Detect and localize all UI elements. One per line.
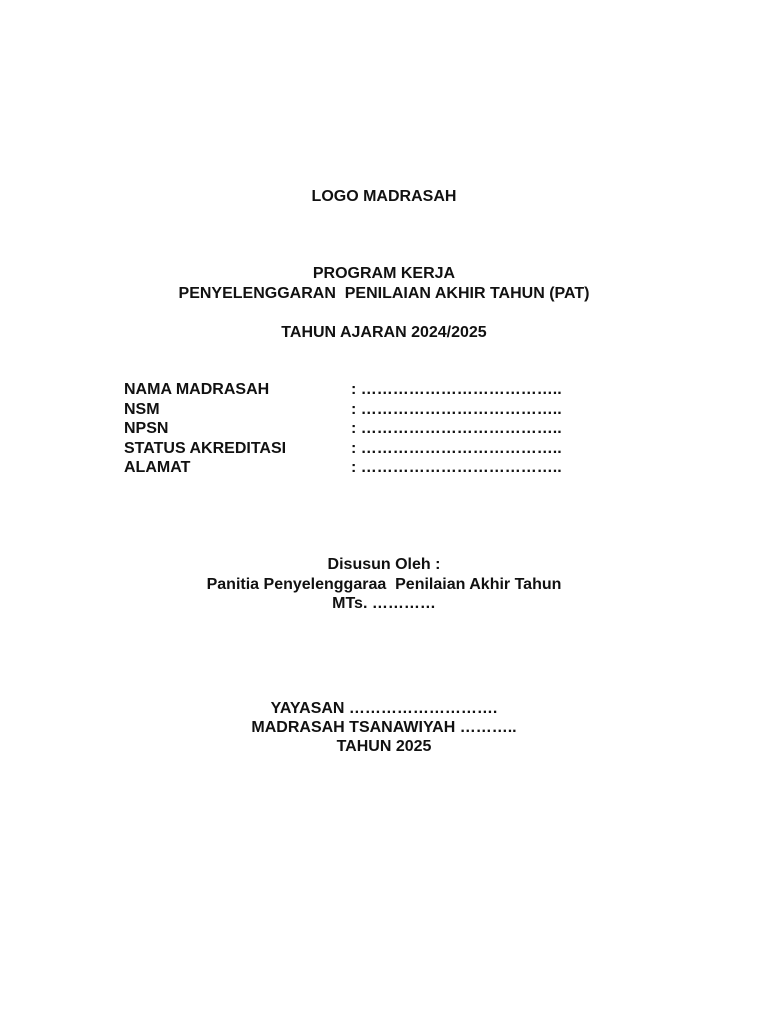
identity-label: ALAMAT xyxy=(124,459,191,476)
identity-row-npsn xyxy=(124,419,591,439)
identity-row-nsm xyxy=(124,400,591,420)
footer-year: TAHUN 2025 xyxy=(336,738,432,755)
compiled-by-heading: Disusun Oleh : xyxy=(327,556,441,573)
madrasah-name: MADRASAH TSANAWIYAH ……….. xyxy=(251,719,517,736)
identity-value: : ……………………………….. xyxy=(351,381,562,398)
identity-label: NSM xyxy=(124,400,160,418)
school-name: MTs. ………… xyxy=(332,595,436,612)
identity-value: : ……………………………….. xyxy=(351,420,562,437)
identity-label: NAMA MADRASAH xyxy=(124,381,270,398)
identity-table xyxy=(124,380,591,478)
identity-row-alamat xyxy=(124,458,591,478)
logo-placeholder-text: LOGO MADRASAH xyxy=(311,188,457,205)
identity-value: : ……………………………….. xyxy=(351,439,562,457)
academic-year: TAHUN AJARAN 2024/2025 xyxy=(281,324,487,341)
foundation-name: YAYASAN ………………………. xyxy=(270,700,498,717)
committee-name: Panitia Penyelenggaraa Penilaian Akhir Tahun xyxy=(206,576,562,593)
identity-value: : ……………………………….. xyxy=(351,400,562,418)
identity-label: NPSN xyxy=(124,420,169,437)
title-line-2: PENYELENGGARAN PENILAIAN AKHIR TAHUN (PAT) xyxy=(178,285,590,302)
identity-value: : ……………………………….. xyxy=(351,459,562,476)
identity-label: STATUS AKREDITASI xyxy=(124,439,287,457)
identity-row-status-akreditasi xyxy=(124,439,591,459)
identity-row-nama-madrasah xyxy=(124,380,591,400)
title-line-1: PROGRAM KERJA xyxy=(312,265,456,282)
